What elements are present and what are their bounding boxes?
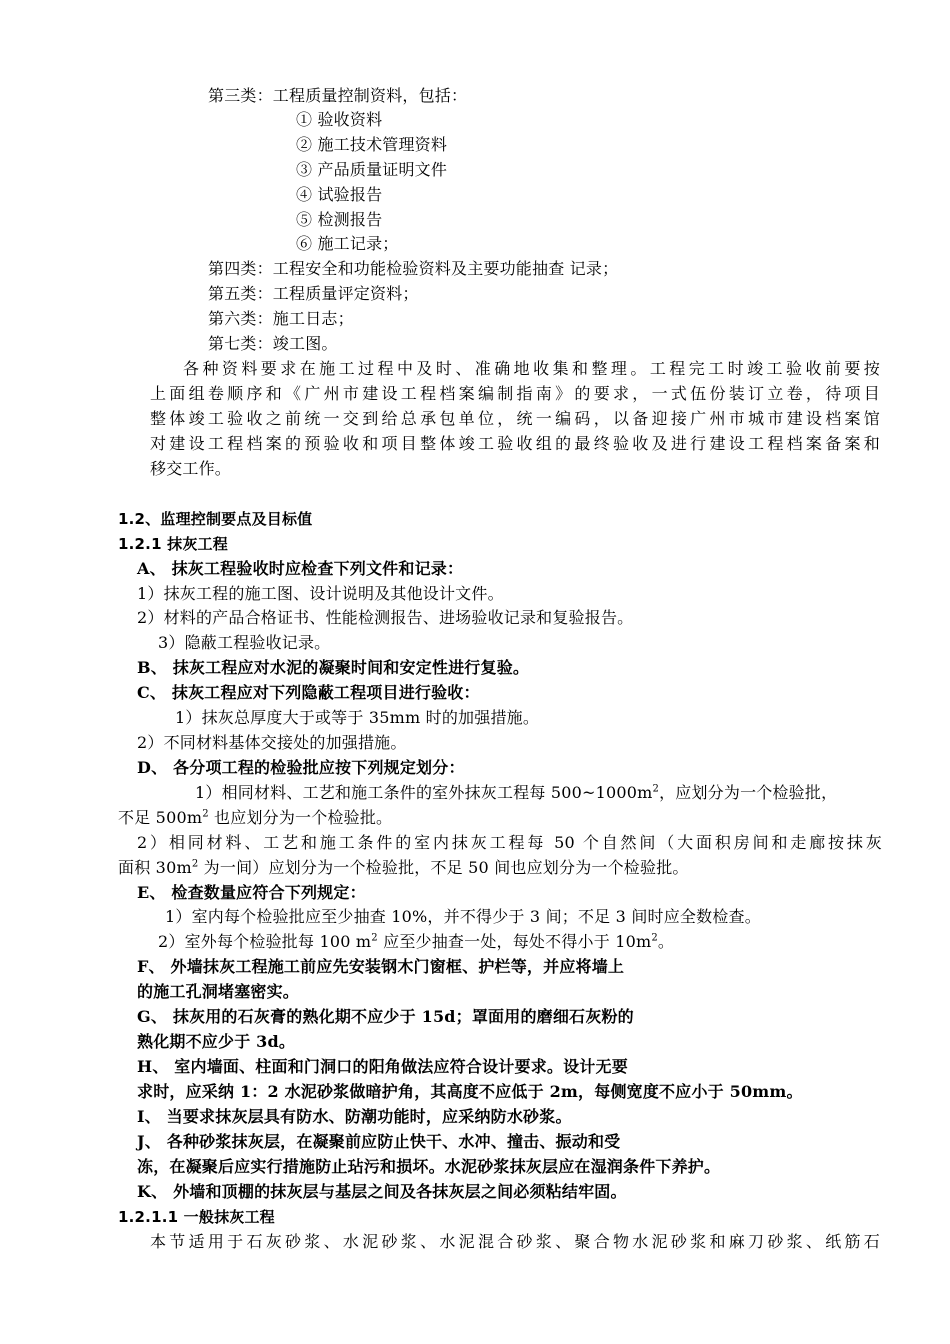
list-item: ⑥ 施工记录； (296, 234, 399, 253)
item-J: J、 各种砂浆抹灰层，在凝聚前应防止快干、水冲、撞击、振动和受 (137, 1132, 621, 1151)
list-item: 2）材料的产品合格证书、性能检测报告、进场验收记录和复验报告。 (137, 608, 634, 627)
category7: 第七类：竣工图。 (208, 334, 338, 353)
section-heading-1-2: 1.2、监理控制要点及目标值 (118, 510, 313, 528)
section-heading-1-2-1-1: 1.2.1.1 一般抹灰工程 (118, 1208, 275, 1226)
item-G-cont: 熟化期不应少于 3d。 (137, 1032, 296, 1051)
list-item: ① 验收资料 (296, 110, 383, 129)
item-G: G、 抹灰用的石灰膏的熟化期不应少于 15d；罩面用的磨细石灰粉的 (137, 1007, 634, 1026)
category6: 第六类：施工日志； (208, 309, 354, 328)
item-I: I、 当要求抹灰层具有防水、防潮功能时，应采纳防水砂浆。 (137, 1107, 572, 1126)
section-heading-1-2-1: 1.2.1 抹灰工程 (118, 535, 228, 553)
item-K: K、 外墙和顶棚的抹灰层与基层之间及各抹灰层之间必须粘结牢固。 (137, 1182, 627, 1201)
list-item: 3）隐蔽工程验收记录。 (158, 633, 331, 652)
list-item: 2）室外每个检验批每 100 $m^2$ 应至少抽查一处，每处不得小于 $10m^2$。 (158, 932, 675, 951)
list-item: 1）抹灰总厚度大于或等于 35mm 时的加强措施。 (175, 708, 540, 727)
category3-title: 第三类：工程质量控制资料，包括： (208, 86, 468, 105)
item-J-cont: 冻，在凝聚后应实行措施防止玷污和损坏。水泥砂浆抹灰层应在湿润条件下养护。 (137, 1157, 721, 1176)
list-item: ④ 试验报告 (296, 185, 383, 204)
paragraph-line: 移交工作。 (150, 459, 232, 478)
list-item: 面积 $30m^2$ 为一间）应划分为一个检验批，不足 50 间也应划分为一个检验批。 (118, 858, 689, 877)
paragraph-line: 对建设工程档案的预验收和项目整体竣工验收组的最终验收及进行建设工程档案备案和 (150, 434, 880, 453)
list-item: ⑤ 检测报告 (296, 210, 383, 229)
list-item: 2）不同材料基体交接处的加强措施。 (137, 733, 407, 752)
item-B: B、 抹灰工程应对水泥的凝聚时间和安定性进行复验。 (137, 658, 530, 677)
item-H-cont: 求时，应采纳 1：2 水泥砂浆做暗护角，其高度不应低于 2m，每侧宽度不应小于 50mm。 (137, 1082, 803, 1101)
list-item: 2）相同材料、工艺和施工条件的室内抹灰工程每 50 个自然间（大面积房间和走廊按抹灰 (137, 833, 882, 852)
list-item: ② 施工技术管理资料 (296, 135, 448, 154)
list-item: 1）抹灰工程的施工图、设计说明及其他设计文件。 (137, 584, 504, 603)
paragraph-line: 各种资料要求在施工过程中及时、准确地收集和整理。工程完工时竣工验收前要按 (183, 359, 880, 378)
list-item: 1）相同材料、工艺和施工条件的室外抹灰工程每 $500\sim 1000m^2$，应划分为一个检验批， (195, 783, 838, 802)
list-item: 不足 $500m^2$ 也应划分为一个检验批。 (118, 808, 393, 827)
category4: 第四类：工程安全和功能检验资料及主要功能抽查 记录； (208, 259, 619, 278)
list-item: 1）室内每个检验批应至少抽查 10%，并不得少于 3 间；不足 3 间时应全数检查。 (165, 907, 761, 926)
item-E-title: E、 检查数量应符合下列规定： (137, 883, 366, 902)
item-F: F、 外墙抹灰工程施工前应先安装钢木门窗框、护栏等，并应将墙上 (137, 957, 625, 976)
item-A-title: A、 抹灰工程验收时应检查下列文件和记录： (137, 559, 464, 578)
list-item: ③ 产品质量证明文件 (296, 160, 448, 179)
item-H: H、 室内墙面、柱面和门洞口的阳角做法应符合设计要求。设计无要 (137, 1057, 628, 1076)
paragraph-line: 本节适用于石灰砂浆、水泥砂浆、水泥混合砂浆、聚合物水泥砂浆和麻刀砂浆、纸筋石 (150, 1232, 880, 1251)
paragraph-line: 整体竣工验收之前统一交到给总承包单位，统一编码，以备迎接广州市城市建设档案馆 (150, 409, 880, 428)
item-F-cont: 的施工孔洞堵塞密实。 (137, 982, 300, 1001)
category5: 第五类：工程质量评定资料； (208, 284, 419, 303)
item-D-title: D、 各分项工程的检验批应按下列规定划分： (137, 758, 465, 777)
item-C-title: C、 抹灰工程应对下列隐蔽工程项目进行验收： (137, 683, 480, 702)
paragraph-line: 上面组卷顺序和《广州市建设工程档案编制指南》的要求，一式伍份装订立卷，待项目 (150, 384, 880, 403)
